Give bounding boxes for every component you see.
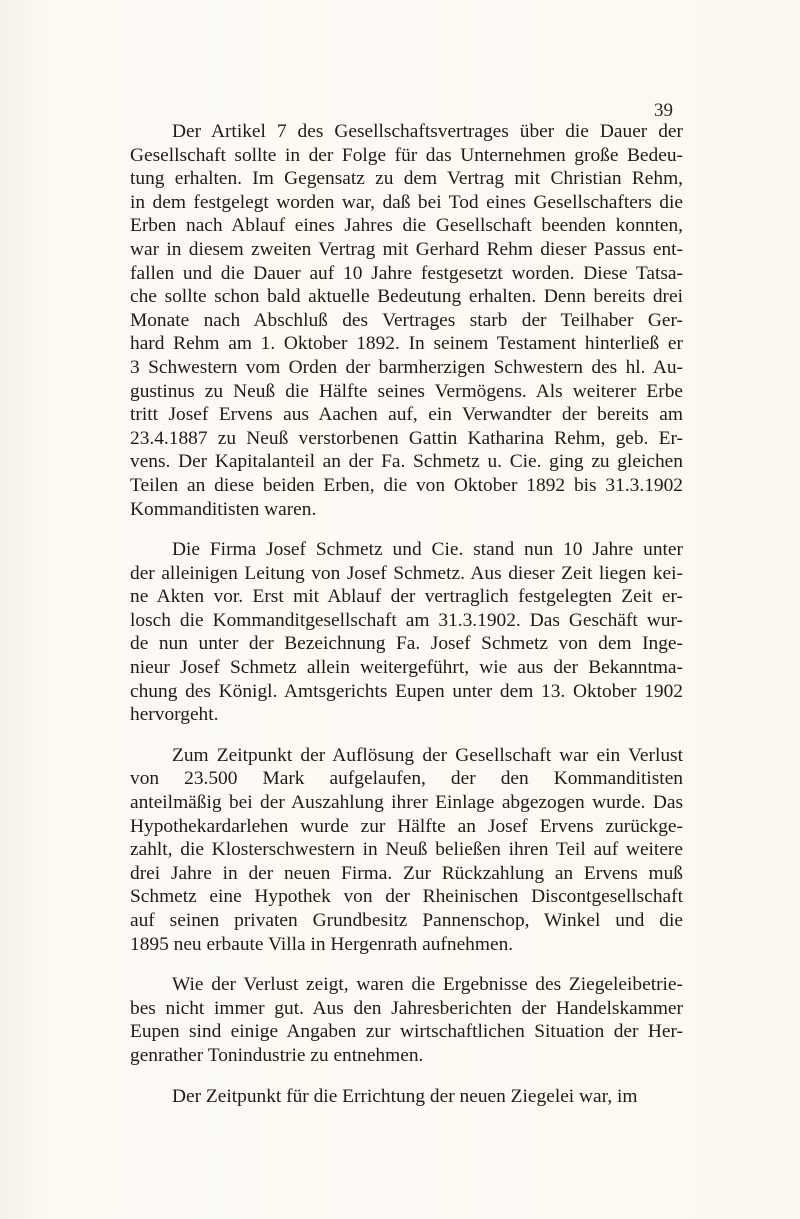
- text-line: gustinus zu Neuß die Hälfte seines Vermögens. Als weiterer Erbe: [130, 380, 683, 402]
- body-text: [130, 120, 683, 1108]
- text-line: Teilen an diese beiden Erben, die von Oktober 1892 bis 31.3.1902: [130, 474, 683, 496]
- text-line: Monate nach Abschluß des Vertrages starb der Teilhaber Ger-: [130, 309, 683, 331]
- paragraph: [130, 1085, 683, 1109]
- text-line: Erben nach Ablauf eines Jahres die Gesellschaft beenden konnten,: [130, 215, 683, 237]
- text-line: hervorgeht.: [130, 704, 219, 726]
- text-line: von 23.500 Mark aufgelaufen, der den Kommanditisten: [130, 768, 683, 790]
- text-line: Der Zeitpunkt für die Errichtung der neuen Ziegelei war, im: [172, 1085, 638, 1107]
- page-number: 39: [654, 100, 673, 121]
- text-line: war in diesem zweiten Vertrag mit Gerhard Rehm dieser Passus ent-: [130, 238, 683, 260]
- text-line: 3 Schwestern vom Orden der barmherzigen Schwestern des hl. Au-: [130, 356, 683, 378]
- text-line: Die Firma Josef Schmetz und Cie. stand nun 10 Jahre unter: [172, 539, 683, 561]
- text-line: zahlt, die Klosterschwestern in Neuß beließen ihren Teil auf weitere: [130, 839, 683, 861]
- text-line: vens. Der Kapitalanteil an der Fa. Schmetz u. Cie. ging zu gleichen: [130, 451, 683, 473]
- text-line: chung des Königl. Amtsgerichts Eupen unter dem 13. Oktober 1902: [130, 680, 683, 702]
- text-line: fallen und die Dauer auf 10 Jahre festgesetzt worden. Diese Tatsa-: [130, 262, 683, 284]
- text-line: nieur Josef Schmetz allein weitergeführt, wie aus der Bekanntma-: [130, 657, 683, 679]
- text-line: drei Jahre in der neuen Firma. Zur Rückzahlung an Ervens muß: [130, 862, 683, 884]
- paragraph: [130, 744, 683, 956]
- paragraph: [130, 538, 683, 727]
- paragraph: [130, 973, 683, 1067]
- text-line: Der Artikel 7 des Gesellschaftsvertrages über die Dauer der: [172, 121, 683, 142]
- text-line: hard Rehm am 1. Oktober 1892. In seinem Testament hinterließ er: [130, 333, 683, 355]
- text-line: Gesellschaft sollte in der Folge für das Unternehmen große Bedeu-: [130, 144, 683, 166]
- text-line: Zum Zeitpunkt der Auflösung der Gesellschaft war ein Verlust: [172, 744, 683, 766]
- text-line: anteilmäßig bei der Auszahlung ihrer Einlage abgezogen wurde. Das: [130, 792, 683, 814]
- text-line: Eupen sind einige Angaben zur wirtschaftlichen Situation der Her-: [130, 1021, 683, 1043]
- text-line: in dem festgelegt worden war, daß bei Tod eines Gesellschafters die: [130, 191, 683, 213]
- text-line: losch die Kommanditgesellschaft am 31.3.1902. Das Geschäft wur-: [130, 609, 683, 631]
- text-line: der alleinigen Leitung von Josef Schmetz. Aus dieser Zeit liegen kei-: [130, 562, 683, 584]
- text-line: tung erhalten. Im Gegensatz zu dem Vertrag mit Christian Rehm,: [130, 168, 683, 190]
- text-line: Kommanditisten waren.: [130, 498, 317, 520]
- text-line: Wie der Verlust zeigt, waren die Ergebnisse des Ziegeleibetrie-: [172, 974, 683, 996]
- text-line: 23.4.1887 zu Neuß verstorbenen Gattin Katharina Rehm, geb. Er-: [130, 427, 683, 449]
- text-line: de nun unter der Bezeichnung Fa. Josef Schmetz von dem Inge-: [130, 633, 683, 655]
- text-line: Schmetz eine Hypothek von der Rheinischen Discontgesellschaft: [130, 886, 683, 908]
- text-line: Hypothekardarlehen wurde zur Hälfte an Josef Ervens zurückge-: [130, 815, 683, 837]
- text-line: genrather Tonindustrie zu entnehmen.: [130, 1044, 424, 1066]
- text-line: 1895 neu erbaute Villa in Hergenrath aufnehmen.: [130, 933, 514, 955]
- text-line: ne Akten vor. Erst mit Ablauf der vertraglich festgelegten Zeit er-: [130, 586, 683, 608]
- text-line: bes nicht immer gut. Aus den Jahresberichten der Handelskammer: [130, 997, 683, 1019]
- text-line: auf seinen privaten Grundbesitz Pannenschop, Winkel und die: [130, 910, 683, 931]
- paragraph: [130, 120, 683, 521]
- text-line: che sollte schon bald aktuelle Bedeutung erhalten. Denn bereits drei: [130, 286, 683, 308]
- text-line: tritt Josef Ervens aus Aachen auf, ein Verwandter der bereits am: [130, 404, 683, 426]
